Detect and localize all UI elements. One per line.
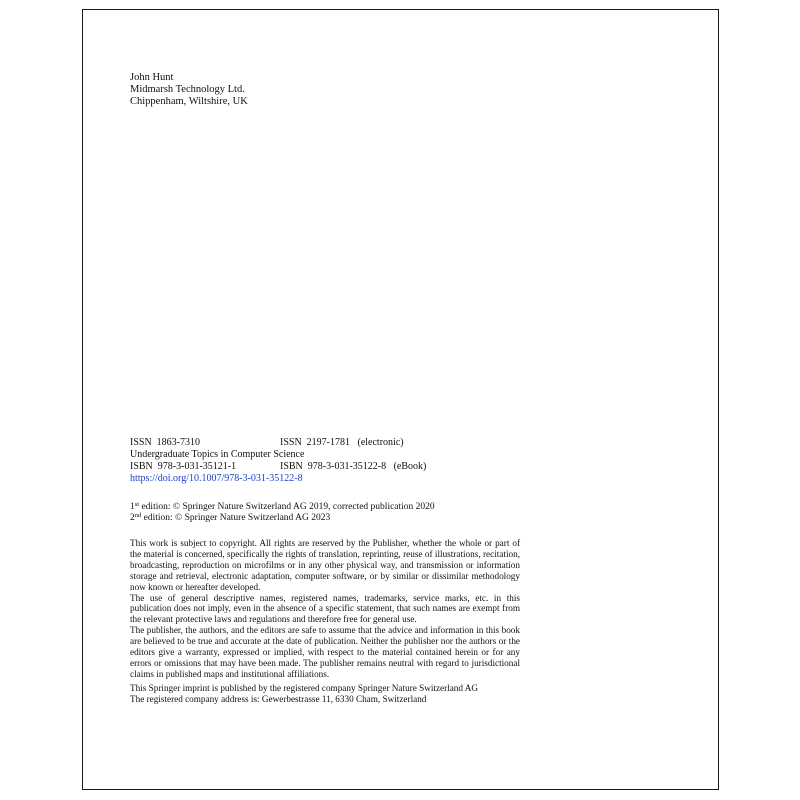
first-edition-text: edition: © Springer Nature Switzerland AG 2019, corrected publication 2020: [139, 502, 435, 512]
author-name: John Hunt: [130, 72, 174, 83]
second-edition-suffix: nd: [134, 512, 142, 519]
series-title-row: [130, 449, 520, 461]
isbn-print: ISBN 978-3-031-35121-1: [130, 461, 237, 472]
second-edition-number: 2: [130, 513, 135, 523]
series-metadata: [130, 437, 520, 485]
author-location: Chippenham, Wiltshire, UK: [130, 96, 248, 107]
issn-row: [130, 437, 520, 449]
editions-block: [130, 502, 435, 524]
isbn-row: [130, 461, 520, 473]
series-title: Undergraduate Topics in Computer Science: [130, 449, 305, 460]
imprint-block: [130, 683, 478, 705]
first-edition-number: 1: [130, 502, 135, 512]
trademarks-paragraph: The use of general descriptive names, registered names, trademarks, service marks, etc. in this publication does not imply, even in the absence of a specific statement, that such names are exempt from the relevant protective laws and regulations and therefore free for general use.: [130, 592, 520, 625]
issn-electronic: ISSN 2197-1781 (electronic): [280, 437, 404, 448]
legal-notice: [130, 538, 520, 680]
author-organization: Midmarsh Technology Ltd.: [130, 84, 245, 95]
imprint-line-1: This Springer imprint is published by the registered company Springer Nature Switzerland AG: [130, 683, 479, 693]
author-block: [130, 72, 248, 108]
isbn-ebook: ISBN 978-3-031-35122-8 (eBook): [280, 461, 427, 472]
doi-row: [130, 473, 520, 485]
disclaimer-paragraph: The publisher, the authors, and the editors are safe to assume that the advice and information in this book are believed to be true and accurate at the date of publication. Neither the publisher nor the authors or the editors give a warranty, expressed or implied, with respect to the material contained herein or for any errors or omissions that may have been made. The publisher remains neutral with regard to jurisdictional claims in published maps and institutional affiliations.: [130, 625, 520, 679]
doi-link[interactable]: https://doi.org/10.1007/978-3-031-35122-8: [130, 473, 303, 484]
first-edition: [130, 502, 435, 513]
imprint-line-2: The registered company address is: Gewerbestrasse 11, 6330 Cham, Switzerland: [130, 694, 427, 704]
issn-print: ISSN 1863-7310: [130, 437, 201, 448]
second-edition-text: edition: © Springer Nature Switzerland AG 2023: [141, 513, 331, 523]
copyright-paragraph: This work is subject to copyright. All rights are reserved by the Publisher, whether the whole or part of the material is concerned, specifically the rights of translation, reprinting, reuse of illustrations, recitation, broadcasting, reproduction on microfilms or in any other physical way, and transmission or information storage and retrieval, electronic adaptation, computer software, or by similar or dissimilar methodology now known or hereafter developed.: [130, 538, 520, 592]
first-edition-suffix: st: [134, 501, 140, 508]
second-edition: [130, 513, 435, 524]
